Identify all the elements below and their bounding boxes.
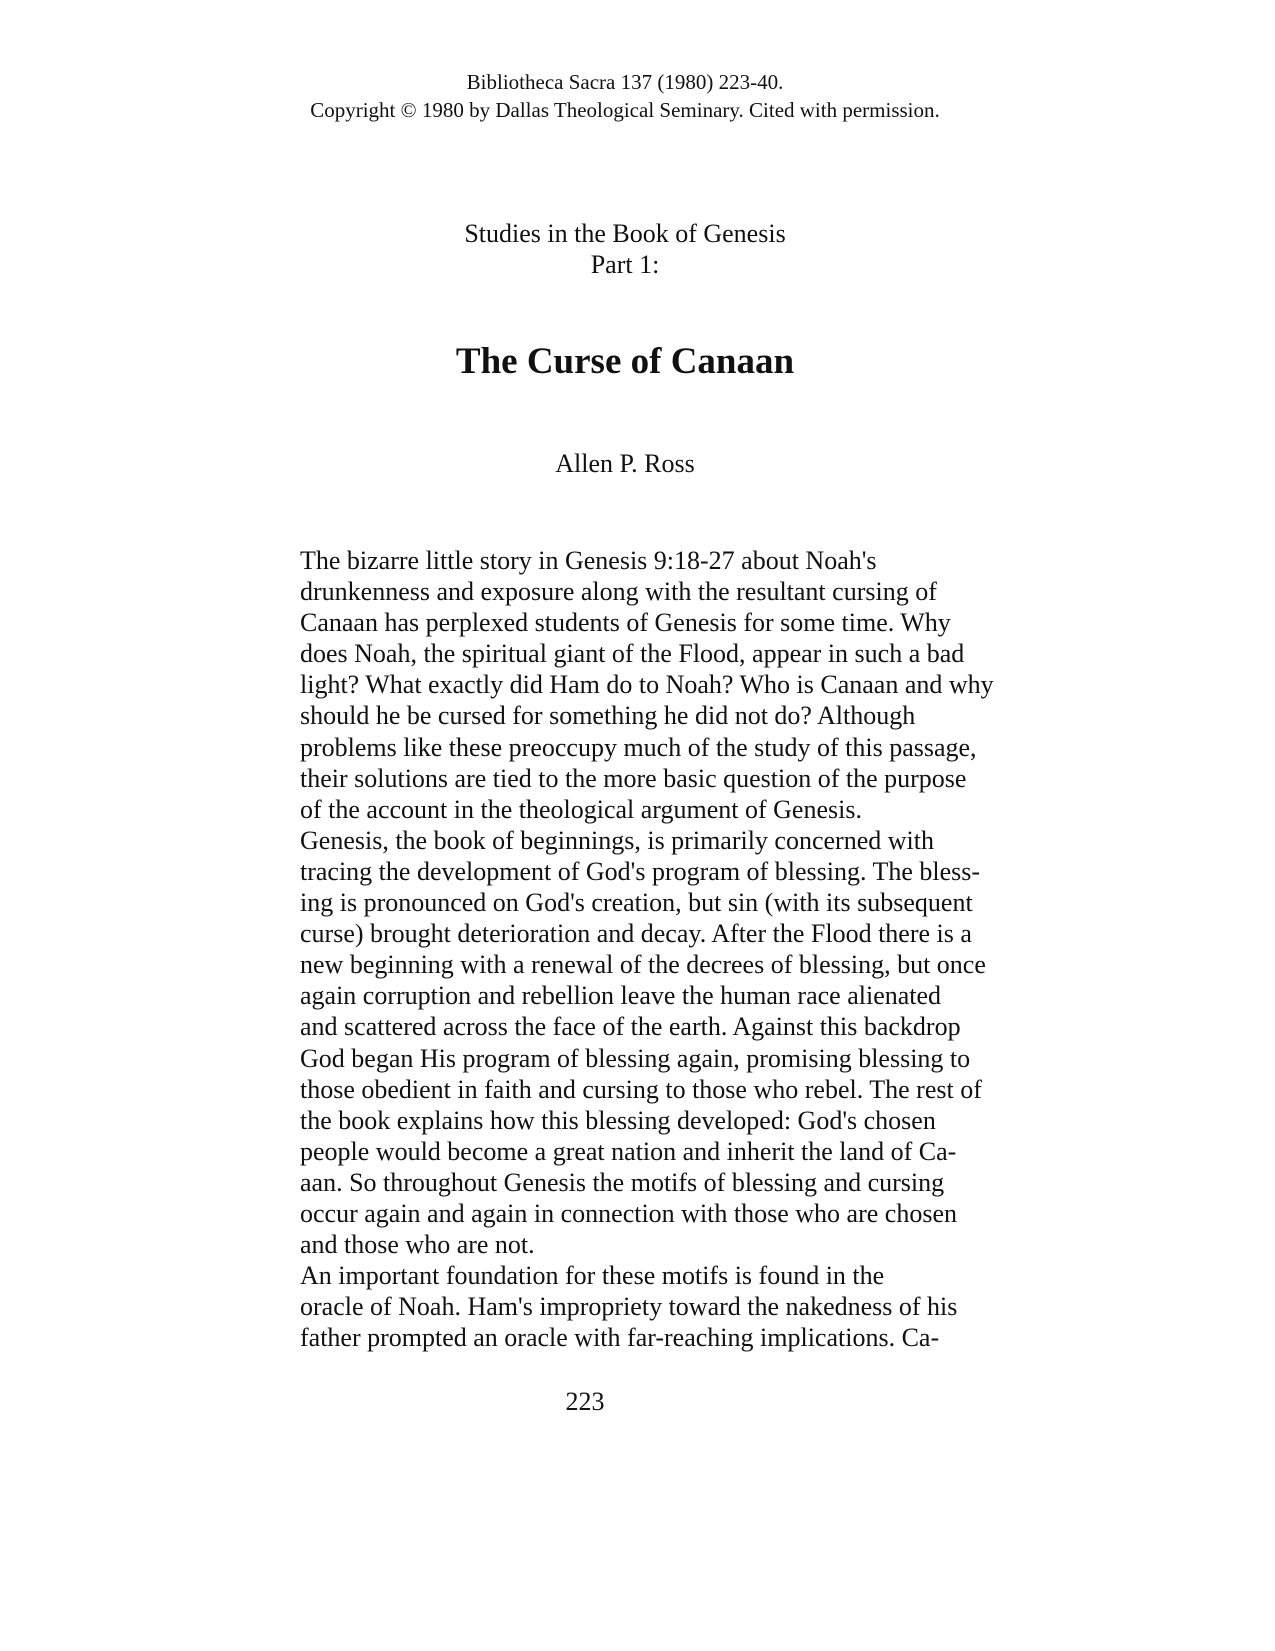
citation-header — [0, 68, 1250, 124]
text-line: problems like these preoccupy much of the study of this passage, — [300, 732, 977, 762]
text-line: and those who are not. — [300, 1230, 535, 1260]
text-line: ing is pronounced on God's creation, but sin (with its subsequent — [300, 888, 973, 918]
text-line: Canaan has perplexed students of Genesis for some time. Why — [300, 608, 951, 638]
text-line: and scattered across the face of the earth. Against this backdrop — [300, 1012, 961, 1042]
text-line: Genesis, the book of beginnings, is primarily concerned with — [300, 825, 934, 855]
text-line: father prompted an oracle with far-reaching implications. Ca- — [300, 1323, 940, 1353]
series-title: Studies in the Book of Genesis — [464, 219, 786, 248]
text-line: The bizarre little story in Genesis 9:18-27 about Noah's — [300, 546, 877, 575]
text-line: aan. So throughout Genesis the motifs of blessing and cursing — [300, 1167, 945, 1197]
text-line: should he be cursed for something he did not do? Although — [300, 701, 916, 731]
text-line: new beginning with a renewal of the decrees of blessing, but once — [300, 950, 986, 980]
series-heading — [0, 218, 1250, 280]
copyright-notice: Copyright © 1980 by Dallas Theological Seminary. Cited with permission. — [310, 98, 940, 122]
series-part: Part 1: — [590, 250, 660, 279]
article-title: The Curse of Canaan — [455, 341, 795, 382]
paragraph-2 — [225, 825, 986, 1260]
text-line: again corruption and rebellion leave the human race alienated — [300, 981, 942, 1011]
journal-citation: Bibliotheca Sacra 137 (1980) 223-40. — [466, 70, 784, 94]
text-line: God began His program of blessing again, promising blessing to — [300, 1043, 971, 1073]
text-line: An important foundation for these motifs is found in the — [300, 1261, 885, 1291]
text-line: the book explains how this blessing developed: God's chosen — [300, 1105, 936, 1135]
article-body — [225, 545, 994, 1353]
text-line: drunkenness and exposure along with the resultant cursing of — [300, 577, 937, 607]
article-author: Allen P. Ross — [555, 449, 695, 478]
text-line: oracle of Noah. Ham's impropriety toward the nakedness of his — [300, 1292, 958, 1322]
text-line: curse) brought deterioration and decay. After the Flood there is a — [300, 919, 972, 949]
page-number: 223 — [565, 1387, 605, 1416]
paragraph-3 — [225, 1260, 965, 1353]
paragraph-1 — [225, 545, 994, 825]
text-line: does Noah, the spiritual giant of the Flood, appear in such a bad — [300, 639, 965, 669]
text-line: people would become a great nation and inherit the land of Ca- — [300, 1136, 957, 1166]
text-line: their solutions are tied to the more basic question of the purpose — [300, 763, 967, 793]
text-line: light? What exactly did Ham do to Noah? Who is Canaan and why — [300, 670, 994, 700]
text-line: tracing the development of God's program of blessing. The bless- — [300, 856, 981, 886]
text-line: of the account in the theological argument of Genesis. — [300, 794, 862, 824]
text-line: those obedient in faith and cursing to those who rebel. The rest of — [300, 1074, 982, 1104]
text-line: occur again and again in connection with those who are chosen — [300, 1198, 957, 1228]
